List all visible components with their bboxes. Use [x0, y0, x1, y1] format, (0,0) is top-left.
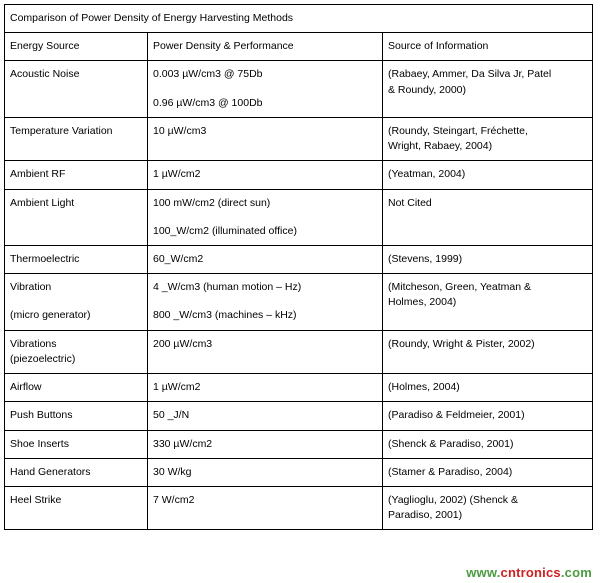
- cell-power-density: [148, 458, 383, 486]
- energy-source-detail: (piezoelectric): [10, 352, 76, 365]
- cell-power-density: [148, 430, 383, 458]
- energy-source-name: Airflow: [10, 381, 42, 394]
- cell-power-density: [148, 245, 383, 273]
- power-density-primary: 1 µW/cm2: [153, 381, 201, 394]
- table-header-row: [5, 33, 593, 61]
- cell-source-info: [383, 402, 593, 430]
- table-title-row: [5, 5, 593, 33]
- power-density-primary: 30 W/kg: [153, 465, 192, 478]
- table-title: Comparison of Power Density of Energy Harvesting Methods: [5, 5, 593, 33]
- energy-source-name: Hand Generators: [10, 465, 91, 478]
- watermark-suffix: .com: [560, 565, 592, 580]
- cell-power-density: [148, 274, 383, 330]
- cell-energy-source: [5, 274, 148, 330]
- cell-energy-source: [5, 61, 148, 117]
- power-density-secondary: 800 _W/cm3 (machines – kHz): [153, 309, 297, 322]
- table-row: [5, 189, 593, 245]
- energy-harvesting-table: [4, 4, 593, 530]
- cell-source-info: [383, 330, 593, 373]
- source-info-line1: (Paradiso & Feldmeier, 2001): [388, 409, 525, 422]
- cell-energy-source: [5, 430, 148, 458]
- cell-power-density: [148, 330, 383, 373]
- energy-source-name: Acoustic Noise: [10, 68, 80, 81]
- table-row: [5, 458, 593, 486]
- energy-source-name: Temperature Variation: [10, 124, 113, 137]
- source-info-line1: (Stevens, 1999): [388, 252, 463, 265]
- energy-source-name: Push Buttons: [10, 409, 73, 422]
- power-density-primary: 7 W/cm2: [153, 493, 195, 506]
- source-info-line2: Paradiso, 2001): [388, 509, 463, 522]
- energy-source-name: Vibrations: [10, 337, 57, 350]
- table-row: [5, 430, 593, 458]
- column-header-energy-source: Energy Source: [5, 33, 148, 61]
- source-info-line1: (Yeatman, 2004): [388, 168, 466, 181]
- cell-power-density: [148, 189, 383, 245]
- source-info-line1: (Shenck & Paradiso, 2001): [388, 437, 514, 450]
- cell-source-info: [383, 274, 593, 330]
- source-info-line1: (Mitcheson, Green, Yeatman &: [388, 281, 531, 294]
- cell-energy-source: [5, 458, 148, 486]
- power-density-primary: 330 µW/cm2: [153, 437, 213, 450]
- cell-power-density: [148, 161, 383, 189]
- source-info-line1: (Roundy, Steingart, Fréchette,: [388, 124, 528, 137]
- power-density-primary: 4 _W/cm3 (human motion – Hz): [153, 281, 302, 294]
- power-density-primary: 200 µW/cm3: [153, 337, 213, 350]
- table-row: [5, 274, 593, 330]
- table-row: [5, 117, 593, 160]
- source-info-line2: & Roundy, 2000): [388, 83, 467, 96]
- power-density-primary: 1 µW/cm2: [153, 168, 201, 181]
- document-page: [4, 4, 596, 530]
- power-density-primary: 50 _J/N: [153, 409, 190, 422]
- energy-source-name: Ambient Light: [10, 196, 75, 209]
- cell-source-info: [383, 486, 593, 529]
- power-density-secondary: 100_W/cm2 (illuminated office): [153, 224, 297, 237]
- table-row: [5, 330, 593, 373]
- cell-energy-source: [5, 402, 148, 430]
- power-density-secondary: 0.96 µW/cm3 @ 100Db: [153, 96, 263, 109]
- cell-energy-source: [5, 374, 148, 402]
- cell-source-info: [383, 374, 593, 402]
- energy-source-name: Vibration: [10, 281, 52, 294]
- source-info-line1: (Stamer & Paradiso, 2004): [388, 465, 513, 478]
- power-density-primary: 60_W/cm2: [153, 252, 204, 265]
- cell-power-density: [148, 374, 383, 402]
- cell-energy-source: [5, 117, 148, 160]
- energy-source-name: Ambient RF: [10, 168, 66, 181]
- watermark-name: cntronics: [500, 565, 561, 580]
- source-info-line1: (Holmes, 2004): [388, 381, 460, 394]
- table-row: [5, 402, 593, 430]
- cell-source-info: [383, 430, 593, 458]
- source-info-line2: Wright, Rabaey, 2004): [388, 140, 493, 153]
- source-info-line1: Not Cited: [388, 196, 432, 209]
- energy-source-name: Heel Strike: [10, 493, 62, 506]
- table-row: [5, 486, 593, 529]
- cell-power-density: [148, 61, 383, 117]
- source-info-line1: (Yaglioglu, 2002) (Shenck &: [388, 493, 518, 506]
- watermark-prefix: www.: [466, 565, 501, 580]
- source-info-line1: (Rabaey, Ammer, Da Silva Jr, Patel: [388, 68, 552, 81]
- cell-power-density: [148, 117, 383, 160]
- cell-energy-source: [5, 245, 148, 273]
- site-watermark: [466, 565, 592, 580]
- cell-source-info: [383, 117, 593, 160]
- source-info-line1: (Roundy, Wright & Pister, 2002): [388, 337, 535, 350]
- cell-energy-source: [5, 161, 148, 189]
- cell-source-info: [383, 458, 593, 486]
- cell-energy-source: [5, 486, 148, 529]
- source-info-line2: Holmes, 2004): [388, 296, 457, 309]
- power-density-primary: 100 mW/cm2 (direct sun): [153, 196, 271, 209]
- energy-source-detail: (micro generator): [10, 309, 91, 322]
- power-density-primary: 10 µW/cm3: [153, 124, 207, 137]
- cell-source-info: [383, 61, 593, 117]
- table-row: [5, 245, 593, 273]
- cell-power-density: [148, 486, 383, 529]
- table-row: [5, 374, 593, 402]
- cell-source-info: [383, 161, 593, 189]
- column-header-source-info: Source of Information: [383, 33, 593, 61]
- table-row: [5, 61, 593, 117]
- cell-source-info: [383, 245, 593, 273]
- cell-power-density: [148, 402, 383, 430]
- energy-source-name: Shoe Inserts: [10, 437, 69, 450]
- cell-source-info: [383, 189, 593, 245]
- cell-energy-source: [5, 189, 148, 245]
- table-row: [5, 161, 593, 189]
- cell-energy-source: [5, 330, 148, 373]
- column-header-power-density: Power Density & Performance: [148, 33, 383, 61]
- energy-source-name: Thermoelectric: [10, 252, 80, 265]
- power-density-primary: 0.003 µW/cm3 @ 75Db: [153, 68, 263, 81]
